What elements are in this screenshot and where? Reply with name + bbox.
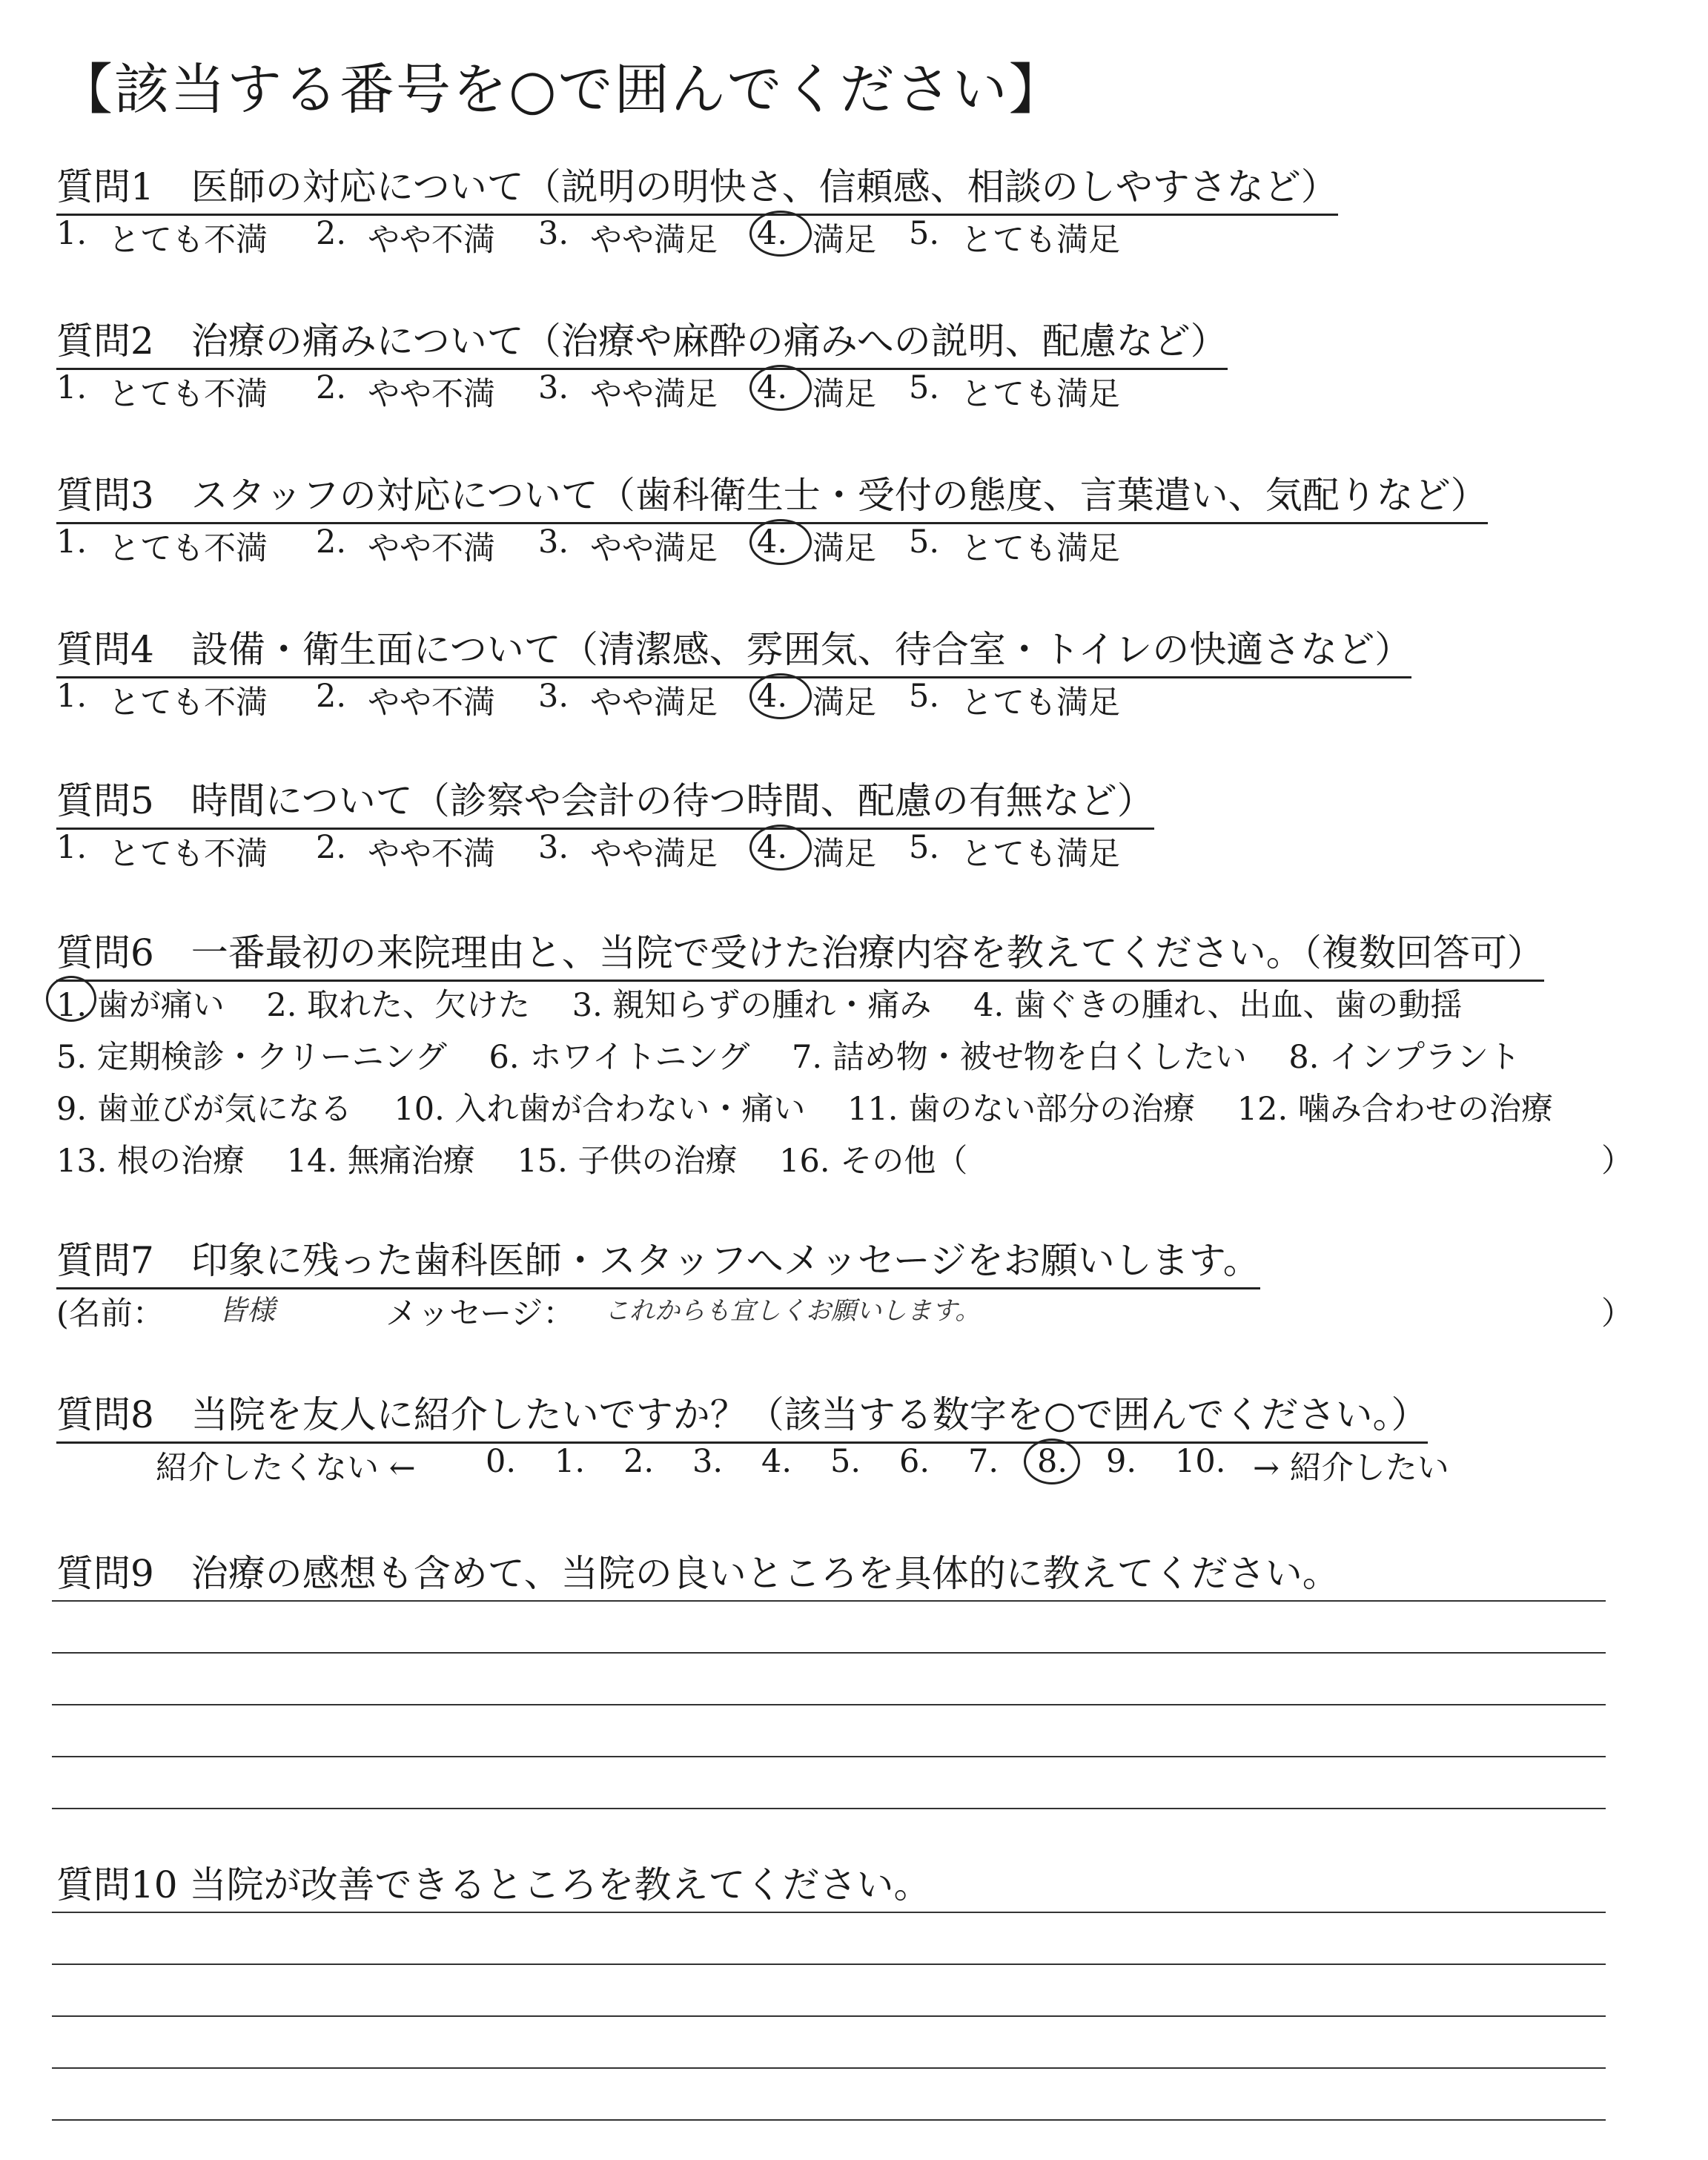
selected-answer-circle	[749, 211, 812, 257]
option-number[interactable]: 5.	[909, 524, 940, 561]
q10-answer-line[interactable]	[52, 2067, 1606, 2069]
option-label[interactable]: 満足	[812, 222, 876, 259]
q8-number[interactable]: 5.	[830, 1443, 861, 1480]
option-number[interactable]: 1.	[56, 678, 87, 715]
q8-number[interactable]: 6.	[899, 1443, 930, 1480]
option-label[interactable]: とても満足	[961, 836, 1120, 873]
q8-number[interactable]: 1.	[555, 1443, 586, 1480]
q8-number[interactable]: 8.	[1037, 1443, 1068, 1480]
option-label[interactable]: とても不満	[108, 376, 268, 413]
q6-line-3[interactable]: 9. 歯並びが気になる 10. 入れ歯が合わない・痛い 11. 歯のない部分の治療 12. 噛み合わせの治療	[56, 1091, 1553, 1128]
question-3-options	[56, 524, 1153, 568]
option-number[interactable]: 1.	[56, 369, 87, 406]
q6-line-4[interactable]: 13. 根の治療 14. 無痛治療 15. 子供の治療 16. その他（	[56, 1143, 968, 1180]
option-label[interactable]: やや満足	[590, 222, 718, 259]
option-number[interactable]: 3.	[538, 678, 569, 715]
option-label[interactable]: やや不満	[368, 836, 495, 873]
selected-answer-circle	[749, 365, 812, 411]
option-number[interactable]: 5.	[909, 369, 940, 406]
q8-number[interactable]: 10.	[1175, 1443, 1226, 1480]
option-number[interactable]: 2.	[316, 369, 347, 406]
q6-line-1[interactable]: 1. 歯が痛い 2. 取れた、欠けた 3. 親知らずの腫れ・痛み 4. 歯ぐきの腫れ、出血、歯の動揺	[56, 987, 1463, 1024]
option-label[interactable]: やや満足	[590, 684, 718, 721]
option-label[interactable]: とても満足	[961, 222, 1120, 259]
option-number[interactable]: 2.	[316, 829, 347, 866]
q8-left-label: 紹介したくない ←	[156, 1450, 416, 1487]
option-label[interactable]: 満足	[812, 836, 876, 873]
question-2-options	[56, 369, 1153, 414]
q10-answer-line[interactable]	[52, 1964, 1606, 1965]
option-label[interactable]: やや不満	[368, 530, 495, 567]
q8-right-label: → 紹介したい	[1253, 1450, 1449, 1487]
option-number[interactable]: 5.	[909, 215, 940, 252]
option-label[interactable]: とても不満	[108, 222, 268, 259]
q9-answer-line[interactable]	[52, 1756, 1606, 1757]
q8-number[interactable]: 3.	[692, 1443, 724, 1480]
option-number[interactable]: 4.	[757, 215, 788, 252]
option-label[interactable]: 満足	[812, 376, 876, 413]
option-label[interactable]: とても満足	[961, 684, 1120, 721]
question-1-label: 質問1 医師の対応について（説明の明快さ、信頼感、相談のしやすさなど）	[56, 157, 1338, 216]
option-number[interactable]: 3.	[538, 829, 569, 866]
q10-answer-line[interactable]	[52, 2119, 1606, 2121]
option-label[interactable]: やや満足	[590, 376, 718, 413]
option-number[interactable]: 2.	[316, 524, 347, 561]
option-number[interactable]: 3.	[538, 369, 569, 406]
option-number[interactable]: 5.	[909, 678, 940, 715]
option-label[interactable]: とても満足	[961, 530, 1120, 567]
question-1-options	[56, 215, 1153, 260]
q7-name-label: (名前：	[56, 1295, 165, 1332]
option-label[interactable]: やや不満	[368, 376, 495, 413]
option-number[interactable]: 4.	[757, 829, 788, 866]
q8-number[interactable]: 2.	[623, 1443, 655, 1480]
option-number[interactable]: 4.	[757, 678, 788, 715]
question-4-options	[56, 678, 1153, 722]
selected-answer-circle	[749, 825, 812, 871]
option-label[interactable]: 満足	[812, 684, 876, 721]
option-number[interactable]: 5.	[909, 829, 940, 866]
question-10-label: 質問10 当院が改善できるところを教えてください。	[56, 1863, 931, 1906]
q6-line-2[interactable]: 5. 定期検診・クリーニング 6. ホワイトニング 7. 詰め物・被せ物を白くしたい 8. インプラント	[56, 1039, 1521, 1076]
option-label[interactable]: やや不満	[368, 222, 495, 259]
page-title: 【該当する番号を○で囲んでください】	[58, 58, 1065, 122]
q10-answer-line[interactable]	[52, 2015, 1606, 2017]
q9-answer-line[interactable]	[52, 1808, 1606, 1809]
question-2-label: 質問2 治療の痛みについて（治療や麻酔の痛みへの説明、配慮など）	[56, 311, 1228, 370]
option-label[interactable]: やや不満	[368, 684, 495, 721]
q7-close-paren: ）	[1601, 1295, 1633, 1332]
question-8-label: 質問8 当院を友人に紹介したいですか？（該当する数字を○で囲んでください。）	[56, 1385, 1428, 1444]
option-number[interactable]: 4.	[757, 369, 788, 406]
option-label[interactable]: とても不満	[108, 684, 268, 721]
q8-number[interactable]: 9.	[1106, 1443, 1137, 1480]
q6-close-paren: ）	[1601, 1143, 1633, 1180]
option-label[interactable]: 満足	[812, 530, 876, 567]
option-label[interactable]: やや満足	[590, 836, 718, 873]
option-label[interactable]: やや満足	[590, 530, 718, 567]
q8-number[interactable]: 4.	[761, 1443, 792, 1480]
selected-answer-circle	[749, 673, 812, 719]
option-label[interactable]: とても満足	[961, 376, 1120, 413]
option-number[interactable]: 3.	[538, 215, 569, 252]
question-3-label: 質問3 スタッフの対応について（歯科衛生士・受付の態度、言葉遣い、気配りなど）	[56, 466, 1488, 524]
q7-name-value[interactable]: 皆様	[219, 1294, 276, 1327]
q10-answer-line[interactable]	[52, 1912, 1606, 1913]
q8-number[interactable]: 0.	[486, 1443, 517, 1480]
question-4-label: 質問4 設備・衛生面について（清潔感、雰囲気、待合室・トイレの快適さなど）	[56, 620, 1411, 678]
q9-answer-line[interactable]	[52, 1704, 1606, 1705]
question-5-label: 質問5 時間について（診察や会計の待つ時間、配慮の有無など）	[56, 771, 1154, 830]
question-9-label: 質問9 治療の感想も含めて、当院の良いところを具体的に教えてください。	[56, 1552, 1340, 1595]
q9-answer-line[interactable]	[52, 1652, 1606, 1654]
option-number[interactable]: 2.	[316, 678, 347, 715]
option-number[interactable]: 2.	[316, 215, 347, 252]
q7-message-value[interactable]: これからも宜しくお願いします。	[604, 1296, 981, 1326]
option-number[interactable]: 3.	[538, 524, 569, 561]
selected-answer-circle	[749, 519, 812, 565]
option-label[interactable]: とても不満	[108, 530, 268, 567]
question-7-label: 質問7 印象に残った歯科医師・スタッフへメッセージをお願いします。	[56, 1231, 1260, 1289]
question-5-options	[56, 829, 1153, 873]
q7-message-label: メッセージ：	[385, 1295, 575, 1332]
q9-answer-line[interactable]	[52, 1600, 1606, 1602]
option-label[interactable]: とても不満	[108, 836, 268, 873]
q8-number[interactable]: 7.	[968, 1443, 999, 1480]
question-6-label: 質問6 一番最初の来院理由と、当院で受けた治療内容を教えてください。（複数回答可）	[56, 923, 1544, 982]
option-number[interactable]: 1.	[56, 215, 87, 252]
option-number[interactable]: 4.	[757, 524, 788, 561]
option-number[interactable]: 1.	[56, 524, 87, 561]
q6-selected-circle	[46, 976, 96, 1022]
option-number[interactable]: 1.	[56, 829, 87, 866]
q8-selected-circle	[1024, 1439, 1080, 1484]
